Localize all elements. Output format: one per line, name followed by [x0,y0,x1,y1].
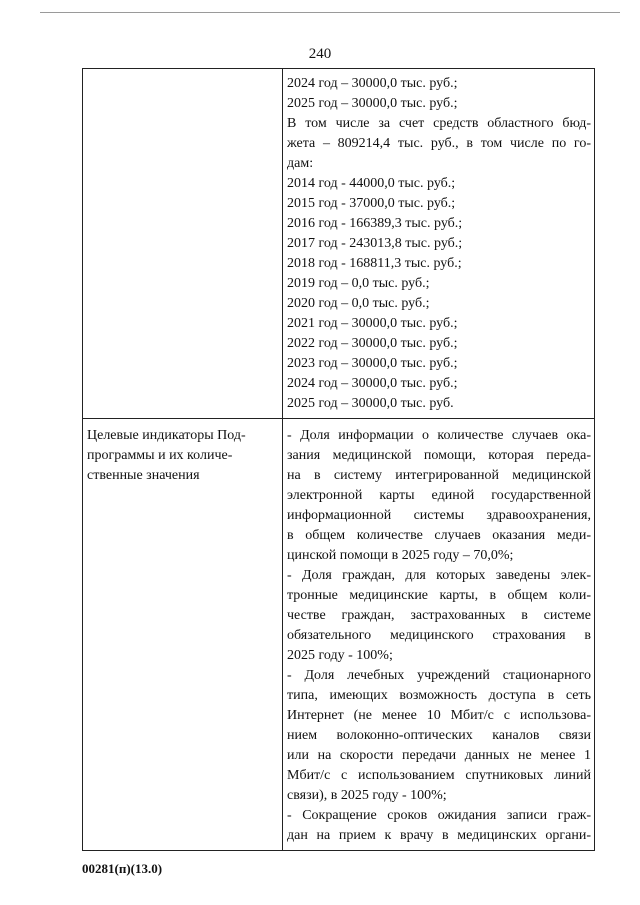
text-line: цинской помощи в 2025 году – 70,0%; [287,548,514,563]
text-line: - Доля лечебных учреждений стационарного [287,668,591,683]
text-line: 2023 год – 30000,0 тыс. руб.; [287,356,458,371]
row1-right-cell [283,69,595,419]
table-row-indicators [83,419,595,851]
text-line: Интернет (не менее 10 Мбит/с с использова- [287,708,591,723]
text-line: - Сокращение сроков ожидания записи граж- [287,808,591,823]
text-line: 2025 году - 100%; [287,648,393,663]
text-line: в общем количестве случаев оказания меди- [287,528,591,543]
text-line: или на скорости передачи данных не менее 1 [287,748,591,763]
row2-left-cell [83,419,283,851]
text-line: 2020 год – 0,0 тыс. руб.; [287,296,430,311]
text-line: 2021 год – 30000,0 тыс. руб.; [287,316,458,331]
footer-code: 00281(п)(13.0) [82,861,163,876]
text-line: - Доля информации о количестве случаев ока- [287,428,591,443]
text-line: 2019 год – 0,0 тыс. руб.; [287,276,430,291]
text-line: 2024 год – 30000,0 тыс. руб.; [287,76,458,91]
text-line: Мбит/с с использованием спутниковых линий [287,768,591,783]
text-line: Целевые индикаторы Под- [87,428,246,443]
text-line: дан на прием к врачу в медицинских органи- [287,828,591,843]
row1-left-cell [83,69,283,419]
text-line: ственные значения [87,468,200,483]
indicator-heading [87,426,279,486]
text-line: 2014 год - 44000,0 тыс. руб.; [287,176,456,191]
text-line: - Доля граждан, для которых заведены элек- [287,568,591,583]
text-line: 2015 год - 37000,0 тыс. руб.; [287,196,456,211]
text-line: тронные медицинские карты, в общем коли- [287,588,591,603]
text-line: 2016 год - 166389,3 тыс. руб.; [287,216,463,231]
text-line: честве граждан, застрахованных в системе [287,608,591,623]
text-line: связи), в 2025 году - 100%; [287,788,447,803]
top-rule [40,12,620,13]
program-table [82,68,595,851]
text-line: 2018 год - 168811,3 тыс. руб.; [287,256,462,271]
text-line: 2022 год – 30000,0 тыс. руб.; [287,336,458,351]
text-line: 2025 год – 30000,0 тыс. руб. [287,396,454,411]
text-line: программы и их количе- [87,448,233,463]
text-line: 2017 год - 243013,8 тыс. руб.; [287,236,463,251]
text-line: информационной системы здравоохранения, [287,508,591,523]
text-line: В том числе за счет средств областного бюд- [287,116,591,131]
text-line: жета – 809214,4 тыс. руб., в том числе по го- [287,136,591,151]
row2-right-cell [283,419,595,851]
text-line: зания медицинской помощи, которая переда- [287,448,591,463]
text-line: нием волоконно-оптических каналов связи [287,728,591,743]
text-line: 2025 год – 30000,0 тыс. руб.; [287,96,458,111]
text-line: на в систему интегрированной медицинской [287,468,591,483]
text-line: обязательного медицинского страхования в [287,628,591,643]
page-number: 240 [308,46,332,62]
text-line: электронной карты единой государственной [287,488,591,503]
indicator-lines [287,426,591,846]
text-line: 2024 год – 30000,0 тыс. руб.; [287,376,458,391]
table-row-funding [83,69,595,419]
text-line: дам: [287,156,314,171]
text-line: типа, имеющих возможность доступа в сеть [287,688,591,703]
funding-lines [287,74,591,414]
